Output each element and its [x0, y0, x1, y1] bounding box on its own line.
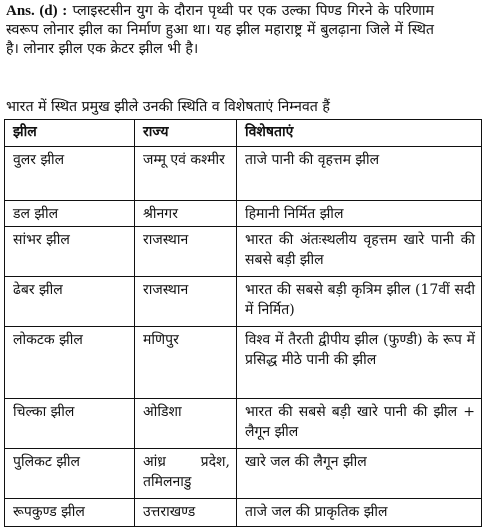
lake-state: जम्मू एवं कश्मीर — [135, 147, 237, 201]
table-header-row — [5, 120, 482, 147]
table-row — [5, 147, 482, 201]
lake-name: सांभर झील — [5, 227, 135, 277]
lakes-table — [4, 119, 482, 527]
lake-name: रूपकुण्ड झील — [5, 499, 135, 527]
header-state: राज्य — [135, 120, 237, 147]
lake-state: उत्तराखण्ड — [135, 499, 237, 527]
lake-name: पुलिकट झील — [5, 449, 135, 499]
table-row — [5, 449, 482, 499]
lake-feature: हिमानी निर्मित झील — [237, 201, 482, 227]
table-row — [5, 327, 482, 399]
answer-label: Ans. (d) : — [6, 3, 68, 19]
lake-feature: भारत की सबसे बड़ी खारे पानी की झील + लैगून झील — [237, 399, 482, 449]
lake-feature: भारत की अंतःस्थलीय वृहत्तम खारे पानी की सबसे बड़ी झील — [237, 227, 482, 277]
lake-name: वुलर झील — [5, 147, 135, 201]
lake-state: राजस्थान — [135, 277, 237, 327]
lake-feature: खारे जल की लैगून झील — [237, 449, 482, 499]
lake-name: लोकटक झील — [5, 327, 135, 399]
lake-name: डल झील — [5, 201, 135, 227]
lake-feature: विश्व में तैरती द्वीपीय झील (फुण्डी) के रूप में प्रसिद्ध मीठे पानी की झील — [237, 327, 482, 399]
table-row — [5, 277, 482, 327]
lake-state: ओडिशा — [135, 399, 237, 449]
header-lake: झील — [5, 120, 135, 147]
lake-name: ढेबर झील — [5, 277, 135, 327]
lake-feature: ताजे पानी की वृहत्तम झील — [237, 147, 482, 201]
table-row — [5, 499, 482, 527]
table-intro-text: भारत में स्थित प्रमुख झीले उनकी स्थिति व विशेषताएं निम्नवत हैं — [6, 99, 330, 115]
lake-state: श्रीनगर — [135, 201, 237, 227]
lake-feature: ताजे जल की प्राकृतिक झील — [237, 499, 482, 527]
answer-text: प्लाइस्टसीन युग के दौरान पृथ्वी पर एक उल्का पिण्ड गिरने के परिणाम स्वरूप लोनार झील का निर्माण हुआ था। यह झील महाराष्ट्र में बुलढ़ाना जिले में स्थित है। लोनार झील एक क्रेटर झील भी है। — [6, 3, 434, 58]
lake-state: आंध्र प्रदेश, तमिलनाडु — [135, 449, 237, 499]
lake-feature: भारत की सबसे बड़ी कृत्रिम झील (17वीं सदी में निर्मित) — [237, 277, 482, 327]
table-row — [5, 227, 482, 277]
lake-name: चिल्का झील — [5, 399, 135, 449]
lake-state: राजस्थान — [135, 227, 237, 277]
answer-paragraph — [6, 2, 434, 60]
table-row — [5, 399, 482, 449]
table-row — [5, 201, 482, 227]
header-feature: विशेषताएं — [237, 120, 482, 147]
lake-state: मणिपुर — [135, 327, 237, 399]
